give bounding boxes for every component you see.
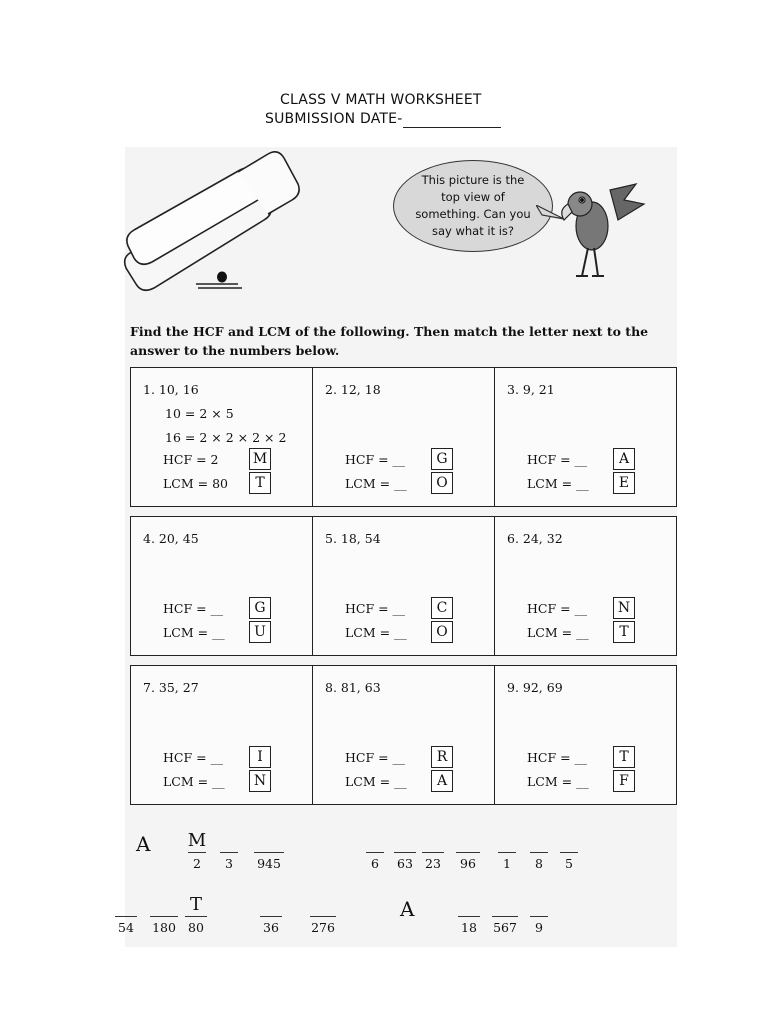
problem-box	[130, 516, 313, 656]
hcf-line[interactable]: HCF = __	[345, 601, 406, 616]
decode-blank[interactable]	[186, 832, 208, 872]
decode-blank[interactable]	[113, 896, 139, 936]
lcm-line[interactable]: LCM = __	[345, 476, 407, 491]
speech-bubble-text: This picture is the top view of something. Can you say what it is?	[415, 173, 531, 238]
hcf-line[interactable]: HCF = __	[345, 452, 406, 467]
decode-blank[interactable]	[454, 832, 482, 872]
lcm-letter-box: O	[431, 472, 453, 494]
lcm-letter-box: T	[249, 472, 271, 494]
problem-box	[130, 665, 313, 805]
problem-box	[130, 367, 313, 507]
lcm-line[interactable]: LCM = __	[345, 774, 407, 789]
answer-line	[115, 916, 137, 917]
answer-line	[366, 852, 384, 853]
hcf-letter-box: I	[249, 746, 271, 768]
problem-label: 2. 12, 18	[325, 382, 381, 397]
decode-blank[interactable]	[364, 832, 386, 872]
answer-line	[394, 852, 416, 853]
loose-letter-a: A	[136, 832, 151, 856]
lcm-letter-box: U	[249, 621, 271, 643]
answer-number: 5	[565, 856, 573, 871]
answer-number: 3	[225, 856, 233, 871]
answer-line	[185, 916, 207, 917]
lcm-line[interactable]: LCM = __	[163, 625, 225, 640]
worksheet-title: CLASS V MATH WORKSHEET	[280, 92, 482, 108]
problem-box	[312, 665, 495, 805]
instructions: Find the HCF and LCM of the following. Then match the letter next to the answer to the numbers below.	[130, 324, 649, 358]
answer-number: 945	[257, 856, 281, 871]
answer-number: 54	[118, 920, 134, 935]
decoded-letter: M	[187, 830, 207, 851]
decode-blank[interactable]	[258, 896, 284, 936]
answer-number: 63	[397, 856, 413, 871]
hcf-line[interactable]: HCF = __	[163, 750, 224, 765]
answer-number: 18	[461, 920, 477, 935]
lcm-line[interactable]: LCM = 80	[163, 476, 228, 491]
hcf-letter-box: T	[613, 746, 635, 768]
problem-box	[312, 367, 495, 507]
decode-blank[interactable]	[148, 896, 180, 936]
decode-blank[interactable]	[308, 896, 338, 936]
lcm-letter-box: A	[431, 770, 453, 792]
decode-blank[interactable]	[528, 896, 550, 936]
problem-label: 1. 10, 16	[143, 382, 199, 397]
answer-line	[220, 852, 238, 853]
problem-label: 5. 18, 54	[325, 531, 381, 546]
hcf-letter-box: A	[613, 448, 635, 470]
answer-number: 36	[263, 920, 279, 935]
answer-line	[150, 916, 178, 917]
answer-line	[254, 852, 284, 853]
hcf-letter-box: C	[431, 597, 453, 619]
hcf-line[interactable]: HCF = 2	[163, 452, 219, 467]
answer-line	[456, 852, 480, 853]
decode-blank[interactable]	[558, 832, 580, 872]
decode-blank[interactable]	[528, 832, 550, 872]
problem-label: 8. 81, 63	[325, 680, 381, 695]
answer-line	[458, 916, 480, 917]
submission-date-blank	[403, 127, 501, 128]
decode-blank[interactable]	[456, 896, 482, 936]
answer-line	[188, 852, 206, 853]
decode-blank[interactable]	[252, 832, 286, 872]
problem-box	[494, 665, 677, 805]
answer-number: 80	[188, 920, 204, 935]
submission-date-label: SUBMISSION DATE-	[265, 111, 403, 127]
problem-label: 3. 9, 21	[507, 382, 555, 397]
problem-label: 6. 24, 32	[507, 531, 563, 546]
answer-number: 23	[425, 856, 441, 871]
answer-line	[422, 852, 444, 853]
working-line: 10 = 2 × 5	[165, 406, 234, 421]
answer-number: 8	[535, 856, 543, 871]
lcm-letter-box: F	[613, 770, 635, 792]
decoded-letter: T	[189, 894, 202, 915]
lcm-letter-box: T	[613, 621, 635, 643]
stapler-illustration	[118, 148, 303, 313]
answer-line	[492, 916, 518, 917]
answer-number: 180	[152, 920, 176, 935]
decode-blank[interactable]	[392, 832, 418, 872]
problem-label: 9. 92, 69	[507, 680, 563, 695]
answer-line	[560, 852, 578, 853]
hcf-line[interactable]: HCF = __	[527, 452, 588, 467]
lcm-line[interactable]: LCM = __	[527, 774, 589, 789]
answer-number: 6	[371, 856, 379, 871]
answer-line	[310, 916, 336, 917]
answer-number: 96	[460, 856, 476, 871]
hcf-line[interactable]: HCF = __	[163, 601, 224, 616]
decode-blank[interactable]	[490, 896, 520, 936]
problem-label: 4. 20, 45	[143, 531, 199, 546]
hcf-letter-box: M	[249, 448, 271, 470]
answer-number: 1	[503, 856, 511, 871]
lcm-letter-box: O	[431, 621, 453, 643]
lcm-line[interactable]: LCM = __	[345, 625, 407, 640]
answer-line	[530, 852, 548, 853]
decode-blank[interactable]	[496, 832, 518, 872]
decode-blank[interactable]	[420, 832, 446, 872]
hcf-line[interactable]: HCF = __	[527, 750, 588, 765]
hcf-letter-box: N	[613, 597, 635, 619]
problem-box	[312, 516, 495, 656]
working-line: 16 = 2 × 2 × 2 × 2	[165, 430, 287, 445]
problem-box	[494, 516, 677, 656]
loose-letter-a: A	[400, 897, 415, 921]
lcm-line[interactable]: LCM = __	[527, 625, 589, 640]
problem-label: 7. 35, 27	[143, 680, 199, 695]
hcf-letter-box: R	[431, 746, 453, 768]
decode-blank[interactable]	[183, 896, 209, 936]
answer-line	[498, 852, 516, 853]
answer-line	[260, 916, 282, 917]
lcm-line[interactable]: LCM = __	[163, 774, 225, 789]
hcf-line[interactable]: HCF = __	[345, 750, 406, 765]
lcm-letter-box: E	[613, 472, 635, 494]
answer-number: 2	[193, 856, 201, 871]
lcm-line[interactable]: LCM = __	[527, 476, 589, 491]
hcf-letter-box: G	[431, 448, 453, 470]
answer-line	[530, 916, 548, 917]
lcm-letter-box: N	[249, 770, 271, 792]
problem-box	[494, 367, 677, 507]
speech-bubble	[393, 160, 553, 252]
decode-blank[interactable]	[218, 832, 240, 872]
answer-number: 9	[535, 920, 543, 935]
hcf-line[interactable]: HCF = __	[527, 601, 588, 616]
hcf-letter-box: G	[249, 597, 271, 619]
answer-number: 567	[493, 920, 517, 935]
parrot-illustration	[558, 180, 648, 290]
answer-number: 276	[311, 920, 335, 935]
